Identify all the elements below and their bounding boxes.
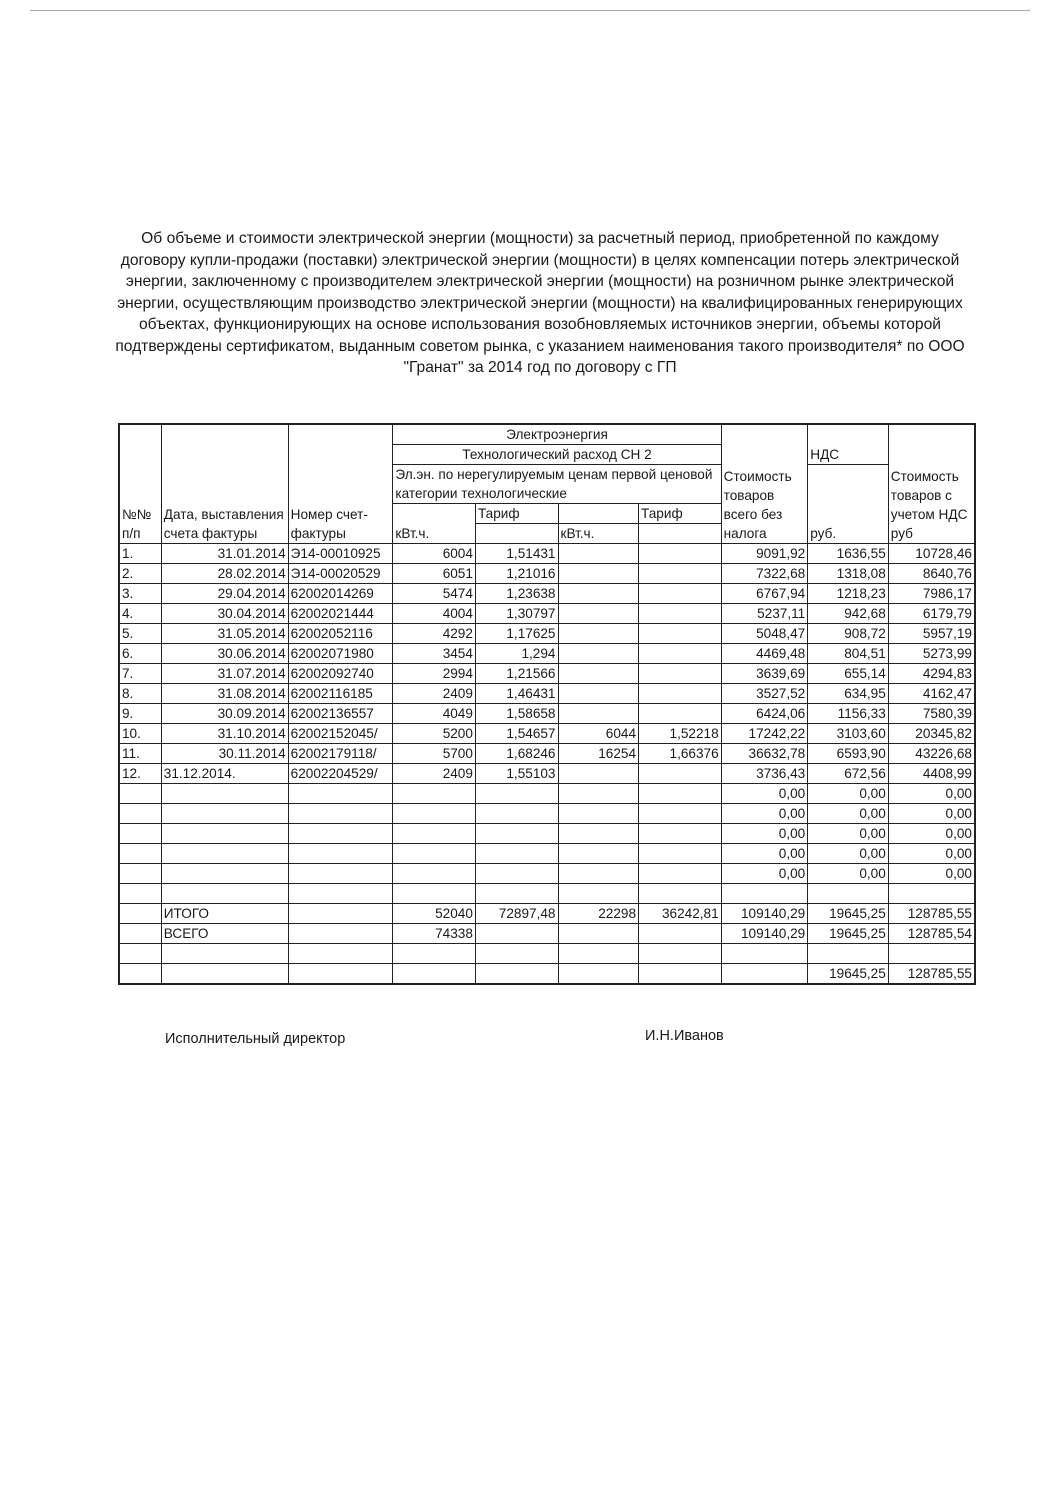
row-kwh2 [558, 844, 639, 864]
table-row [119, 944, 975, 964]
row-tariff2 [639, 604, 722, 624]
header-vat: НДС [808, 424, 889, 465]
row-cost: 0,00 [721, 864, 808, 884]
energy-table [118, 423, 976, 985]
header-cost: Стоимость товаров всего без налога [721, 424, 808, 544]
row-date: 31.05.2014 [161, 624, 288, 644]
row-kwh2 [558, 564, 639, 584]
row-total: 128785,54 [888, 924, 975, 944]
row-total: 4408,99 [888, 764, 975, 784]
row-tariff1: 1,294 [475, 644, 558, 664]
row-tariff1 [475, 804, 558, 824]
row-kwh2 [558, 544, 639, 564]
row-vat: 3103,60 [808, 724, 889, 744]
table-row [119, 964, 975, 985]
table-body [119, 544, 975, 985]
table-row [119, 564, 975, 584]
row-cost: 4469,48 [721, 644, 808, 664]
row-vat: 634,95 [808, 684, 889, 704]
row-kwh2 [558, 604, 639, 624]
row-tariff2 [639, 884, 722, 904]
row-vat: 942,68 [808, 604, 889, 624]
row-invoice [288, 864, 393, 884]
row-cost: 6767,94 [721, 584, 808, 604]
row-vat: 655,14 [808, 664, 889, 684]
row-kwh1: 6051 [393, 564, 476, 584]
row-total: 5957,19 [888, 624, 975, 644]
row-kwh1: 6004 [393, 544, 476, 564]
row-kwh1 [393, 844, 476, 864]
row-total: 10728,46 [888, 544, 975, 564]
row-tariff2: 36242,81 [639, 904, 722, 924]
row-date: 28.02.2014 [161, 564, 288, 584]
row-total: 8640,76 [888, 564, 975, 584]
row-date [161, 784, 288, 804]
row-kwh2 [558, 764, 639, 784]
row-cost: 3527,52 [721, 684, 808, 704]
row-kwh1: 2409 [393, 764, 476, 784]
row-date: 31.12.2014. [161, 764, 288, 784]
row-vat: 0,00 [808, 784, 889, 804]
row-number: 10. [119, 724, 161, 744]
header-date: Дата, выставления счета фактуры [161, 424, 288, 544]
row-total: 0,00 [888, 864, 975, 884]
table-row [119, 544, 975, 564]
row-invoice: 62002204529/ [288, 764, 393, 784]
row-vat: 19645,25 [808, 924, 889, 944]
row-date: 30.06.2014 [161, 644, 288, 664]
row-kwh1 [393, 964, 476, 985]
row-cost: 7322,68 [721, 564, 808, 584]
row-tariff1 [475, 784, 558, 804]
row-kwh1: 3454 [393, 644, 476, 664]
row-kwh2 [558, 644, 639, 664]
row-kwh2 [558, 664, 639, 684]
row-tariff2 [639, 824, 722, 844]
row-invoice [288, 964, 393, 985]
row-total [888, 944, 975, 964]
row-number: 11. [119, 744, 161, 764]
header-energy: Электроэнергия [393, 424, 721, 445]
row-kwh1 [393, 864, 476, 884]
row-tariff1: 72897,48 [475, 904, 558, 924]
row-number [119, 904, 161, 924]
row-kwh1: 2994 [393, 664, 476, 684]
row-date [161, 804, 288, 824]
row-total: 4162,47 [888, 684, 975, 704]
row-total: 7986,17 [888, 584, 975, 604]
header-kwh2: кВт.ч. [558, 524, 639, 544]
row-kwh1: 5474 [393, 584, 476, 604]
row-number: 6. [119, 644, 161, 664]
row-invoice: 62002136557 [288, 704, 393, 724]
table-row [119, 624, 975, 644]
row-invoice: 62002021444 [288, 604, 393, 624]
row-vat: 0,00 [808, 844, 889, 864]
row-tariff2 [639, 764, 722, 784]
row-kwh1: 4004 [393, 604, 476, 624]
row-invoice [288, 884, 393, 904]
row-tariff1: 1,30797 [475, 604, 558, 624]
row-cost: 9091,92 [721, 544, 808, 564]
row-kwh1: 4292 [393, 624, 476, 644]
row-tariff1: 1,51431 [475, 544, 558, 564]
row-invoice: Э14-00010925 [288, 544, 393, 564]
table-row [119, 684, 975, 704]
row-total: 0,00 [888, 804, 975, 824]
row-tariff2 [639, 844, 722, 864]
row-cost: 0,00 [721, 844, 808, 864]
row-invoice: 62002014269 [288, 584, 393, 604]
row-tariff1 [475, 944, 558, 964]
row-vat: 1218,23 [808, 584, 889, 604]
row-invoice: Э14-00020529 [288, 564, 393, 584]
row-tariff1: 1,21016 [475, 564, 558, 584]
row-kwh2 [558, 784, 639, 804]
row-kwh1 [393, 824, 476, 844]
row-invoice: 62002071980 [288, 644, 393, 664]
row-kwh2: 6044 [558, 724, 639, 744]
row-kwh2: 16254 [558, 744, 639, 764]
row-invoice: 62002092740 [288, 664, 393, 684]
table-row [119, 844, 975, 864]
header-invoice: Номер счет-фактуры [288, 424, 393, 544]
table-row [119, 644, 975, 664]
table-row [119, 904, 975, 924]
row-tariff1 [475, 884, 558, 904]
row-cost [721, 964, 808, 985]
row-tariff2 [639, 664, 722, 684]
row-total: 128785,55 [888, 964, 975, 985]
header-tariff1: Тариф [475, 504, 558, 524]
row-kwh1 [393, 804, 476, 824]
row-vat: 19645,25 [808, 964, 889, 985]
row-vat: 1636,55 [808, 544, 889, 564]
row-cost [721, 884, 808, 904]
row-kwh1: 2409 [393, 684, 476, 704]
row-tariff2 [639, 624, 722, 644]
row-kwh2 [558, 684, 639, 704]
row-kwh1: 5200 [393, 724, 476, 744]
row-total: 0,00 [888, 824, 975, 844]
row-number [119, 844, 161, 864]
row-cost: 0,00 [721, 784, 808, 804]
row-invoice: 62002052116 [288, 624, 393, 644]
row-kwh2 [558, 864, 639, 884]
row-number: 4. [119, 604, 161, 624]
row-cost: 5048,47 [721, 624, 808, 644]
row-cost: 17242,22 [721, 724, 808, 744]
row-tariff2 [639, 944, 722, 964]
top-rule [30, 10, 1030, 11]
table-row [119, 804, 975, 824]
row-cost: 6424,06 [721, 704, 808, 724]
row-vat: 19645,25 [808, 904, 889, 924]
row-cost: 0,00 [721, 804, 808, 824]
row-tariff1 [475, 844, 558, 864]
row-tariff1: 1,23638 [475, 584, 558, 604]
row-total: 0,00 [888, 844, 975, 864]
row-tariff1: 1,21566 [475, 664, 558, 684]
row-tariff1: 1,55103 [475, 764, 558, 784]
table-row [119, 924, 975, 944]
row-tariff2 [639, 684, 722, 704]
row-vat [808, 944, 889, 964]
row-tariff1: 1,46431 [475, 684, 558, 704]
row-total: 20345,82 [888, 724, 975, 744]
table-row [119, 704, 975, 724]
row-vat: 908,72 [808, 624, 889, 644]
row-total: 128785,55 [888, 904, 975, 924]
row-date [161, 824, 288, 844]
row-number [119, 924, 161, 944]
row-kwh2 [558, 804, 639, 824]
header-category: Эл.эн. по нерегулируемым ценам первой ценовой категории технологические [393, 465, 721, 504]
row-vat: 672,56 [808, 764, 889, 784]
row-cost: 109140,29 [721, 904, 808, 924]
row-total: 0,00 [888, 784, 975, 804]
row-number: 12. [119, 764, 161, 784]
row-invoice [288, 824, 393, 844]
row-total: 5273,99 [888, 644, 975, 664]
row-total: 43226,68 [888, 744, 975, 764]
row-invoice [288, 784, 393, 804]
row-total: 6179,79 [888, 604, 975, 624]
row-cost: 5237,11 [721, 604, 808, 624]
row-kwh2 [558, 704, 639, 724]
row-kwh1 [393, 784, 476, 804]
row-number: 5. [119, 624, 161, 644]
header-vat-unit: руб. [808, 465, 889, 544]
row-vat: 0,00 [808, 864, 889, 884]
row-date: 29.04.2014 [161, 584, 288, 604]
row-tariff2 [639, 544, 722, 564]
table-row [119, 764, 975, 784]
row-kwh2 [558, 924, 639, 944]
table-row [119, 864, 975, 884]
table-row [119, 604, 975, 624]
row-kwh2 [558, 944, 639, 964]
header-kwh1: кВт.ч. [393, 504, 476, 544]
table-row [119, 784, 975, 804]
row-kwh1 [393, 884, 476, 904]
row-total: 4294,83 [888, 664, 975, 684]
header-total: Стоимость товаров с учетом НДС руб [888, 424, 975, 544]
row-date [161, 884, 288, 904]
row-tariff2: 1,52218 [639, 724, 722, 744]
row-tariff1 [475, 824, 558, 844]
document-title: Об объеме и стоимости электрической энергии (мощности) за расчетный период, приобретенной по каждому договору купли-продажи (поставки) электрической энергии (мощности) в целях компенсации потерь электрической энергии, заключенному с производителем электрической энергии (мощности) на розничном рынке электрической энергии, осуществляющим производство электрической энергии (мощности) на квалифицированных генерирующих объектах, функционирующих на основе использования возобновляемых источников энергии, объемы которой подтверждены сертификатом, выданным советом рынка, с указанием наименования такого производителя* по ООО "Гранат" за 2014 год по договору с ГП [115, 230, 965, 376]
row-cost: 36632,78 [721, 744, 808, 764]
table-row [119, 584, 975, 604]
table-row [119, 664, 975, 684]
table-row [119, 884, 975, 904]
row-tariff2 [639, 924, 722, 944]
row-vat: 1156,33 [808, 704, 889, 724]
row-tariff2 [639, 784, 722, 804]
row-cost: 109140,29 [721, 924, 808, 944]
row-vat: 0,00 [808, 804, 889, 824]
row-tariff1 [475, 924, 558, 944]
row-date: 30.04.2014 [161, 604, 288, 624]
row-kwh2: 22298 [558, 904, 639, 924]
row-invoice [288, 944, 393, 964]
row-number [119, 864, 161, 884]
signature-name: И.Н.Иванов [645, 1028, 724, 1044]
row-date: 30.11.2014 [161, 744, 288, 764]
row-number: 7. [119, 664, 161, 684]
row-tariff2 [639, 964, 722, 985]
row-number [119, 964, 161, 985]
header-num: №№ п/п [119, 424, 161, 544]
row-tariff2 [639, 564, 722, 584]
row-number: 8. [119, 684, 161, 704]
row-kwh2 [558, 964, 639, 985]
row-invoice [288, 924, 393, 944]
row-tariff1: 1,54657 [475, 724, 558, 744]
row-date: 30.09.2014 [161, 704, 288, 724]
row-total: 7580,39 [888, 704, 975, 724]
row-number: 2. [119, 564, 161, 584]
row-tariff1: 1,17625 [475, 624, 558, 644]
row-kwh1: 4049 [393, 704, 476, 724]
row-tariff2 [639, 704, 722, 724]
row-total [888, 884, 975, 904]
row-number: 9. [119, 704, 161, 724]
row-number [119, 944, 161, 964]
row-kwh2 [558, 584, 639, 604]
row-date [161, 864, 288, 884]
row-date [161, 964, 288, 985]
row-number: 3. [119, 584, 161, 604]
row-tariff1 [475, 964, 558, 985]
row-number [119, 804, 161, 824]
row-number [119, 884, 161, 904]
signature-position: Исполнительный директор [165, 1031, 346, 1047]
row-number: 1. [119, 544, 161, 564]
row-kwh1 [393, 944, 476, 964]
row-date: ИТОГО [161, 904, 288, 924]
row-invoice [288, 804, 393, 824]
row-tariff2 [639, 804, 722, 824]
row-kwh1: 74338 [393, 924, 476, 944]
row-number [119, 784, 161, 804]
table-row [119, 744, 975, 764]
row-vat: 804,51 [808, 644, 889, 664]
row-date: ВСЕГО [161, 924, 288, 944]
row-invoice: 62002116185 [288, 684, 393, 704]
row-invoice: 62002152045/ [288, 724, 393, 744]
row-date: 31.07.2014 [161, 664, 288, 684]
row-cost: 0,00 [721, 824, 808, 844]
row-kwh2 [558, 624, 639, 644]
row-date [161, 944, 288, 964]
row-number [119, 824, 161, 844]
row-tariff2 [639, 584, 722, 604]
row-date: 31.01.2014 [161, 544, 288, 564]
header-tech: Технологический расход СН 2 [393, 445, 721, 465]
row-vat: 0,00 [808, 824, 889, 844]
row-invoice: 62002179118/ [288, 744, 393, 764]
table-row [119, 724, 975, 744]
row-kwh2 [558, 824, 639, 844]
row-kwh1: 5700 [393, 744, 476, 764]
row-tariff1 [475, 864, 558, 884]
row-cost [721, 944, 808, 964]
row-vat [808, 884, 889, 904]
row-date: 31.08.2014 [161, 684, 288, 704]
row-date [161, 844, 288, 864]
header-tariff2: Тариф [639, 504, 722, 524]
row-vat: 6593,90 [808, 744, 889, 764]
row-tariff2: 1,66376 [639, 744, 722, 764]
row-invoice [288, 844, 393, 864]
row-invoice [288, 904, 393, 924]
table-row [119, 824, 975, 844]
row-date: 31.10.2014 [161, 724, 288, 744]
row-vat: 1318,08 [808, 564, 889, 584]
row-cost: 3736,43 [721, 764, 808, 784]
row-tariff1: 1,58658 [475, 704, 558, 724]
row-tariff2 [639, 644, 722, 664]
row-tariff1: 1,68246 [475, 744, 558, 764]
row-kwh1: 52040 [393, 904, 476, 924]
row-kwh2 [558, 884, 639, 904]
row-tariff2 [639, 864, 722, 884]
row-cost: 3639,69 [721, 664, 808, 684]
